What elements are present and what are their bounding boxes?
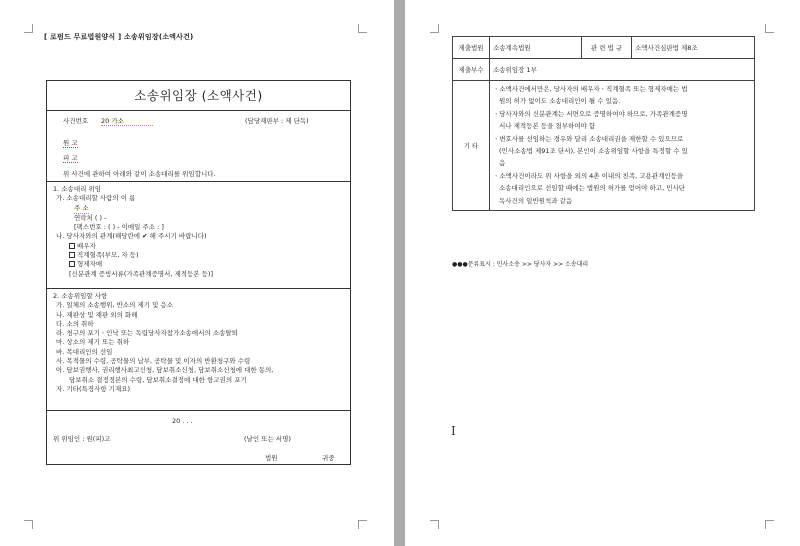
power-of-attorney-form — [46, 80, 351, 465]
checkbox-spouse[interactable]: 배우자 — [53, 242, 213, 251]
copies-label: 제출부수 — [453, 59, 490, 81]
delegated-item: 나. 재판상 및 재판 외의 화해 — [56, 310, 138, 319]
note-line: ㆍ변호사를 선임하는 경우와 달리 소송대리권을 제한할 수 있으므로 — [493, 134, 684, 143]
delegated-item: 마. 상소의 제기 또는 취하 — [56, 338, 130, 347]
section-2-title: 2. 소송위임할 사항 — [53, 292, 108, 300]
form-header-title: [ 로펌드 무료법원양식 ] 소송위임장(소액사건) — [44, 33, 194, 41]
intro-text: 위 사건에 관하여 아래와 같이 소송대리를 위임합니다. — [63, 170, 216, 178]
note-line: 음 — [499, 159, 506, 168]
plaintiff-label: 원 고 — [63, 139, 78, 147]
date-line[interactable]: 20 . . . — [172, 417, 193, 425]
checkbox-square[interactable] — [69, 243, 75, 249]
delegated-item: 가. 일체의 소송행위, 반소의 제기 및 응소 — [56, 301, 173, 310]
table-row — [453, 59, 755, 81]
section-1 — [53, 185, 213, 279]
attorney-name-line: 가. 소송대리할 사람의 이 름 — [56, 194, 136, 203]
relationship-line: 나. 당사자와의 관계(해당란에 ✔ 해 주시기 바랍니다) — [56, 232, 207, 241]
delegated-item: 자. 기타(특정사항 기재요) — [56, 384, 131, 393]
attorney-address-line: 주 소 — [74, 204, 89, 214]
section-divider — [47, 181, 350, 182]
table-row — [453, 81, 755, 211]
attorney-contact-line: 연락처 ( ) - — [74, 213, 107, 222]
related-law-value: 소액사건심판법 제8조 — [632, 37, 755, 59]
delegated-item: 아. 담보권행사, 권리행사최고신청, 담보취소신청, 담보취소신청에 대한 동의, — [56, 366, 274, 375]
honorific-label: 귀중 — [322, 454, 335, 462]
document-page-left — [0, 0, 394, 546]
docs-note: [신분관계 증빙서류(가족관계증명서, 제적등본 등)] — [69, 269, 213, 278]
note-line: 소송대리인으로 선임할 때에는 법원의 허가를 얻어야 하고, 민사단 — [499, 184, 686, 193]
section-divider — [47, 288, 350, 289]
crop-mark — [358, 24, 367, 33]
form-title: 소송위임장 (소액사건) — [47, 81, 350, 111]
note-line: 서나 제적등본 등을 첨부하여야 함 — [499, 122, 596, 131]
case-number-value[interactable]: 20 가소 — [101, 116, 153, 126]
case-number-label: 사건번호 — [63, 117, 89, 125]
delegated-item: 바. 복대리인의 선임 — [56, 347, 113, 356]
other-notes — [490, 81, 755, 211]
note-line: ㆍ당사자와의 신분관계는 서면으로 증명하여야 하므로, 가족관계증명 — [493, 109, 688, 118]
crop-mark — [430, 520, 439, 529]
note-line: 독사건의 일반원칙과 같음 — [499, 196, 573, 205]
note-line: (민사소송법 제91조 단서), 본인이 소송위임할 사항을 특정할 수 있 — [499, 147, 688, 156]
document-page-right — [405, 0, 800, 546]
related-law-label: 관 련 법 규 — [582, 37, 632, 59]
delegated-item: 다. 소의 취하 — [56, 319, 94, 328]
section-2 — [53, 292, 273, 394]
checkbox-siblings[interactable]: 형제자매 — [53, 260, 213, 269]
crop-mark — [24, 24, 33, 33]
delegated-item: 사. 목적물의 수령, 공탁물의 납부, 공탁물 및 이자의 반환청구와 수령 — [56, 357, 251, 366]
defendant-label: 피 고 — [63, 154, 78, 162]
delegator-line: 위 위임인 : 원(피)고 — [53, 435, 111, 443]
crop-mark — [430, 24, 439, 33]
text-cursor-icon: I — [451, 424, 456, 438]
crop-mark — [765, 520, 774, 529]
delegated-item: 담보취소 결정정본의 수령, 담보취소결정에 대한 항고권의 포기 — [69, 375, 247, 384]
info-table — [452, 36, 755, 211]
attorney-fax-email-line: [팩스번호 : ( ) - 이메일 주소 : ] — [74, 223, 164, 232]
delegated-item: 라. 청구의 포기ㆍ인낙 또는 독립당사자참가소송에서의 소송탈퇴 — [56, 329, 238, 338]
submit-court-label: 제출법원 — [453, 37, 490, 59]
checkbox-square[interactable] — [69, 252, 75, 258]
checkbox-square[interactable] — [69, 261, 75, 267]
court-division: (담당재판부 : 제 단독) — [245, 117, 309, 125]
crop-mark — [24, 520, 33, 529]
note-line: 원의 허가 없이도 소송대리인이 될 수 있음. — [499, 97, 621, 106]
copies-value: 소송위임장 1부 — [490, 59, 755, 81]
crop-mark — [358, 520, 367, 529]
table-row — [453, 37, 755, 59]
submit-court-value: 소송계속법원 — [490, 37, 582, 59]
section-1-title: 1. 소송대리 위임 — [53, 185, 102, 193]
court-label: 법원 — [265, 454, 278, 462]
checkbox-lineal-relative[interactable]: 직계혈족(부모, 자 등) — [53, 251, 213, 260]
seal-signature-note: (날인 또는 서명) — [244, 435, 291, 443]
other-label: 기 타 — [453, 81, 490, 211]
crop-mark — [765, 24, 774, 33]
note-line: ㆍ소액사건에서만은, 당사자의 배우자ㆍ직계혈족 또는 형제자매는 법 — [493, 85, 688, 93]
note-line: ㆍ소액사건이라도 위 사항을 외의 4촌 이내의 친족, 고용관계인등을 — [493, 171, 684, 180]
category-note: ●●●문류표시 : 민사소송 >> 당사자 >> 소송대리 — [452, 261, 589, 268]
section-divider — [47, 410, 350, 411]
